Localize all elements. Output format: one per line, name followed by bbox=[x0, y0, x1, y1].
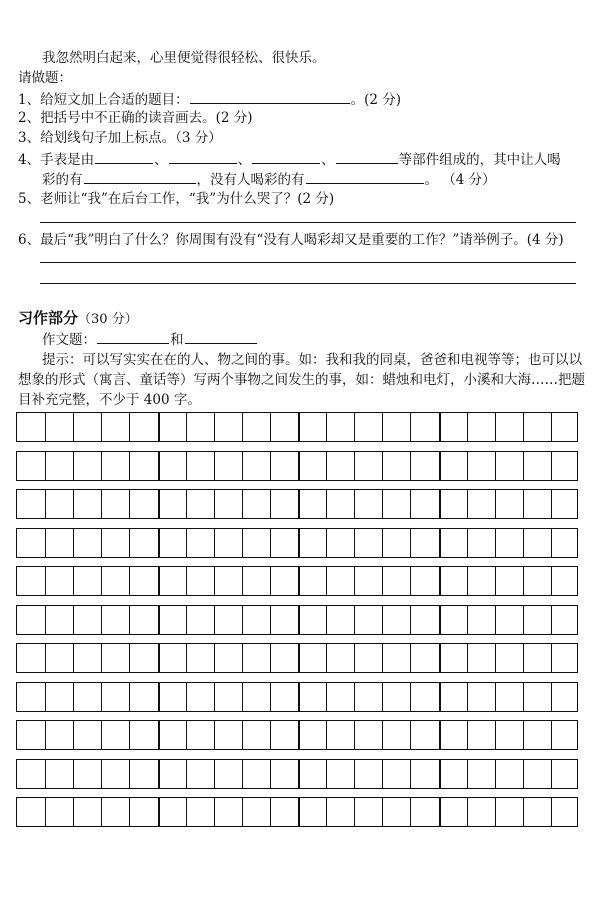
grid-cell-divider bbox=[326, 529, 327, 557]
grid-cell-divider bbox=[439, 721, 441, 749]
grid-cell-divider bbox=[523, 529, 524, 557]
grid-cell-divider bbox=[551, 683, 552, 711]
grid-cell-divider bbox=[467, 798, 468, 826]
grid-cell-divider bbox=[73, 760, 74, 788]
grid-cell-divider bbox=[242, 529, 243, 557]
passage-last-sentence: 我忽然明白起来，心里便觉得很轻松、很快乐。 bbox=[42, 50, 326, 66]
question-4-mid: 等部件组成的，其中让人喝 bbox=[398, 152, 561, 168]
grid-cell-divider bbox=[270, 683, 271, 711]
grid-cell-divider bbox=[354, 529, 355, 557]
grid-row[interactable] bbox=[16, 797, 578, 827]
grid-cell-divider bbox=[298, 529, 300, 557]
grid-cell-divider bbox=[551, 798, 552, 826]
grid-cell-divider bbox=[45, 683, 46, 711]
composition-title: 习作部分 bbox=[18, 309, 79, 327]
grid-cell-divider bbox=[270, 644, 271, 672]
grid-cell-divider bbox=[129, 452, 130, 480]
grid-cell-divider bbox=[523, 760, 524, 788]
grid-cell-divider bbox=[439, 452, 441, 480]
grid-cell-divider bbox=[439, 490, 441, 518]
grid-cell-divider bbox=[186, 452, 187, 480]
grid-cell-divider bbox=[298, 683, 300, 711]
grid-cell-divider bbox=[382, 529, 383, 557]
uncheered-parts-blank[interactable] bbox=[306, 169, 424, 184]
grid-cell-divider bbox=[382, 721, 383, 749]
grid-cell-divider bbox=[495, 683, 496, 711]
grid-cell-divider bbox=[495, 413, 496, 441]
grid-cell-divider bbox=[410, 644, 411, 672]
grid-cell-divider bbox=[45, 644, 46, 672]
grid-cell-divider bbox=[382, 683, 383, 711]
grid-cell-divider bbox=[242, 567, 243, 595]
grid-cell-divider bbox=[495, 490, 496, 518]
grid-cell-divider bbox=[326, 452, 327, 480]
grid-row[interactable] bbox=[16, 528, 578, 558]
grid-cell-divider bbox=[242, 644, 243, 672]
grid-cell-divider bbox=[298, 798, 300, 826]
grid-cell-divider bbox=[523, 490, 524, 518]
grid-cell-divider bbox=[214, 760, 215, 788]
grid-cell-divider bbox=[439, 644, 441, 672]
grid-cell-divider bbox=[382, 452, 383, 480]
grid-cell-divider bbox=[158, 760, 160, 788]
grid-cell-divider bbox=[382, 490, 383, 518]
grid-cell-divider bbox=[129, 529, 130, 557]
grid-cell-divider bbox=[73, 683, 74, 711]
part-blank-1[interactable] bbox=[95, 149, 153, 164]
grid-cell-divider bbox=[270, 490, 271, 518]
grid-cell-divider bbox=[410, 529, 411, 557]
grid-cell-divider bbox=[523, 567, 524, 595]
grid-cell-divider bbox=[354, 721, 355, 749]
grid-cell-divider bbox=[186, 760, 187, 788]
grid-cell-divider bbox=[495, 452, 496, 480]
questions-header: 请做题： bbox=[18, 70, 72, 86]
question-3: 3、给划线句子加上标点。（3 分） bbox=[18, 130, 222, 146]
grid-cell-divider bbox=[129, 644, 130, 672]
grid-cell-divider bbox=[158, 683, 160, 711]
grid-cell-divider bbox=[73, 452, 74, 480]
grid-cell-divider bbox=[129, 683, 130, 711]
grid-cell-divider bbox=[101, 644, 102, 672]
part-blank-2[interactable] bbox=[169, 149, 237, 164]
grid-cell-divider bbox=[354, 452, 355, 480]
grid-cell-divider bbox=[298, 567, 300, 595]
grid-cell-divider bbox=[186, 490, 187, 518]
grid-cell-divider bbox=[495, 798, 496, 826]
grid-cell-divider bbox=[158, 644, 160, 672]
grid-cell-divider bbox=[73, 606, 74, 634]
grid-cell-divider bbox=[101, 567, 102, 595]
grid-cell-divider bbox=[45, 760, 46, 788]
question-4-head: 4、手表是由 bbox=[18, 152, 95, 168]
grid-cell-divider bbox=[298, 760, 300, 788]
grid-cell-divider bbox=[242, 798, 243, 826]
answer-line[interactable] bbox=[40, 283, 576, 284]
grid-cell-divider bbox=[186, 721, 187, 749]
grid-cell-divider bbox=[158, 798, 160, 826]
grid-cell-divider bbox=[354, 606, 355, 634]
grid-cell-divider bbox=[158, 452, 160, 480]
grid-cell-divider bbox=[410, 606, 411, 634]
grid-cell-divider bbox=[495, 644, 496, 672]
grid-cell-divider bbox=[101, 606, 102, 634]
grid-cell-divider bbox=[242, 606, 243, 634]
question-4-line2-b: ，没有人喝彩的有 bbox=[196, 172, 305, 188]
grid-cell-divider bbox=[410, 490, 411, 518]
question-5: 5、老师让“我”在后台工作，“我”为什么哭了？(2 分) bbox=[18, 191, 335, 207]
separator: 、 bbox=[321, 152, 335, 168]
topic-and: 和 bbox=[170, 332, 184, 348]
grid-cell-divider bbox=[326, 567, 327, 595]
grid-cell-divider bbox=[495, 529, 496, 557]
grid-cell-divider bbox=[551, 452, 552, 480]
grid-cell-divider bbox=[551, 606, 552, 634]
grid-cell-divider bbox=[73, 529, 74, 557]
grid-cell-divider bbox=[298, 490, 300, 518]
grid-cell-divider bbox=[523, 721, 524, 749]
topic-blank-1[interactable] bbox=[97, 329, 169, 344]
grid-cell-divider bbox=[467, 683, 468, 711]
grid-cell-divider bbox=[186, 606, 187, 634]
grid-cell-divider bbox=[354, 683, 355, 711]
grid-cell-divider bbox=[101, 413, 102, 441]
grid-cell-divider bbox=[551, 413, 552, 441]
grid-cell-divider bbox=[101, 452, 102, 480]
grid-cell-divider bbox=[101, 760, 102, 788]
grid-cell-divider bbox=[158, 606, 160, 634]
grid-cell-divider bbox=[158, 567, 160, 595]
grid-cell-divider bbox=[129, 798, 130, 826]
grid-cell-divider bbox=[214, 798, 215, 826]
grid-cell-divider bbox=[382, 760, 383, 788]
separator: 、 bbox=[237, 152, 252, 168]
grid-cell-divider bbox=[410, 413, 411, 441]
grid-cell-divider bbox=[45, 452, 46, 480]
grid-row[interactable] bbox=[16, 720, 578, 750]
question-4-line-2 bbox=[42, 169, 496, 190]
part-blank-3[interactable] bbox=[252, 149, 320, 164]
grid-cell-divider bbox=[467, 490, 468, 518]
grid-cell-divider bbox=[129, 490, 130, 518]
grid-cell-divider bbox=[214, 452, 215, 480]
grid-cell-divider bbox=[382, 567, 383, 595]
grid-cell-divider bbox=[45, 413, 46, 441]
grid-cell-divider bbox=[129, 606, 130, 634]
grid-cell-divider bbox=[410, 683, 411, 711]
grid-cell-divider bbox=[214, 413, 215, 441]
grid-cell-divider bbox=[270, 413, 271, 441]
question-4-line2-a: 彩的有 bbox=[42, 172, 83, 188]
grid-cell-divider bbox=[523, 606, 524, 634]
answer-line[interactable] bbox=[40, 222, 576, 223]
grid-cell-divider bbox=[73, 644, 74, 672]
grid-cell-divider bbox=[242, 413, 243, 441]
grid-cell-divider bbox=[382, 606, 383, 634]
grid-cell-divider bbox=[551, 529, 552, 557]
grid-cell-divider bbox=[214, 644, 215, 672]
grid-cell-divider bbox=[551, 721, 552, 749]
hint-line-1: 提示：可以写实实在在的人、物之间的事。如：我和我的同桌，爸爸和电视等等；也可以以 bbox=[42, 352, 582, 368]
grid-cell-divider bbox=[270, 606, 271, 634]
grid-cell-divider bbox=[439, 413, 441, 441]
grid-cell-divider bbox=[242, 490, 243, 518]
grid-cell-divider bbox=[270, 721, 271, 749]
grid-cell-divider bbox=[382, 798, 383, 826]
grid-cell-divider bbox=[410, 721, 411, 749]
grid-cell-divider bbox=[410, 567, 411, 595]
cheered-parts-blank[interactable] bbox=[84, 169, 196, 184]
grid-cell-divider bbox=[242, 760, 243, 788]
grid-cell-divider bbox=[270, 760, 271, 788]
grid-cell-divider bbox=[495, 721, 496, 749]
grid-cell-divider bbox=[73, 413, 74, 441]
grid-cell-divider bbox=[101, 683, 102, 711]
grid-cell-divider bbox=[523, 683, 524, 711]
grid-cell-divider bbox=[467, 760, 468, 788]
grid-cell-divider bbox=[467, 529, 468, 557]
grid-cell-divider bbox=[382, 644, 383, 672]
grid-cell-divider bbox=[45, 529, 46, 557]
composition-heading bbox=[18, 308, 138, 330]
grid-cell-divider bbox=[186, 567, 187, 595]
grid-cell-divider bbox=[186, 683, 187, 711]
grid-cell-divider bbox=[326, 413, 327, 441]
grid-cell-divider bbox=[326, 798, 327, 826]
grid-cell-divider bbox=[298, 644, 300, 672]
grid-cell-divider bbox=[326, 606, 327, 634]
grid-cell-divider bbox=[73, 798, 74, 826]
grid-cell-divider bbox=[551, 760, 552, 788]
grid-row[interactable] bbox=[16, 489, 578, 519]
grid-cell-divider bbox=[45, 721, 46, 749]
grid-cell-divider bbox=[242, 721, 243, 749]
grid-cell-divider bbox=[186, 798, 187, 826]
topic-label: 作文题： bbox=[42, 332, 96, 348]
hint-line-2: 想象的形式（寓言、童话等）写两个事物之间发生的事，如：蜡烛和电灯，小溪和大海……把题 bbox=[18, 372, 585, 388]
grid-cell-divider bbox=[45, 798, 46, 826]
grid-cell-divider bbox=[101, 798, 102, 826]
grid-cell-divider bbox=[523, 413, 524, 441]
grid-row[interactable] bbox=[16, 682, 578, 712]
grid-row[interactable] bbox=[16, 759, 578, 789]
grid-cell-divider bbox=[551, 490, 552, 518]
grid-cell-divider bbox=[439, 760, 441, 788]
grid-cell-divider bbox=[354, 798, 355, 826]
grid-cell-divider bbox=[73, 567, 74, 595]
grid-cell-divider bbox=[439, 798, 441, 826]
composition-topic bbox=[42, 329, 258, 350]
question-4-line-1 bbox=[18, 149, 561, 170]
title-answer-blank[interactable] bbox=[190, 89, 350, 104]
grid-cell-divider bbox=[270, 529, 271, 557]
grid-cell-divider bbox=[354, 567, 355, 595]
grid-cell-divider bbox=[101, 529, 102, 557]
grid-cell-divider bbox=[523, 798, 524, 826]
grid-cell-divider bbox=[242, 452, 243, 480]
grid-cell-divider bbox=[326, 644, 327, 672]
grid-cell-divider bbox=[467, 606, 468, 634]
grid-cell-divider bbox=[158, 413, 160, 441]
grid-cell-divider bbox=[382, 413, 383, 441]
grid-cell-divider bbox=[101, 490, 102, 518]
grid-cell-divider bbox=[495, 606, 496, 634]
grid-cell-divider bbox=[129, 413, 130, 441]
grid-cell-divider bbox=[354, 644, 355, 672]
grid-row[interactable] bbox=[16, 451, 578, 481]
grid-cell-divider bbox=[270, 567, 271, 595]
grid-cell-divider bbox=[354, 490, 355, 518]
grid-cell-divider bbox=[129, 721, 130, 749]
grid-cell-divider bbox=[129, 760, 130, 788]
grid-row[interactable] bbox=[16, 412, 578, 442]
grid-cell-divider bbox=[467, 721, 468, 749]
grid-cell-divider bbox=[186, 413, 187, 441]
grid-cell-divider bbox=[242, 683, 243, 711]
grid-cell-divider bbox=[158, 490, 160, 518]
grid-cell-divider bbox=[101, 721, 102, 749]
grid-cell-divider bbox=[495, 567, 496, 595]
grid-cell-divider bbox=[467, 452, 468, 480]
question-4-line2-c: 。 （4 分） bbox=[424, 172, 496, 188]
grid-cell-divider bbox=[298, 721, 300, 749]
grid-cell-divider bbox=[186, 529, 187, 557]
grid-cell-divider bbox=[45, 490, 46, 518]
grid-cell-divider bbox=[298, 413, 300, 441]
grid-cell-divider bbox=[73, 721, 74, 749]
grid-cell-divider bbox=[129, 567, 130, 595]
grid-cell-divider bbox=[326, 490, 327, 518]
grid-cell-divider bbox=[523, 452, 524, 480]
grid-cell-divider bbox=[439, 683, 441, 711]
grid-cell-divider bbox=[551, 567, 552, 595]
grid-cell-divider bbox=[214, 529, 215, 557]
grid-cell-divider bbox=[410, 798, 411, 826]
grid-cell-divider bbox=[45, 567, 46, 595]
grid-cell-divider bbox=[439, 567, 441, 595]
grid-cell-divider bbox=[158, 529, 160, 557]
grid-cell-divider bbox=[298, 452, 300, 480]
grid-row[interactable] bbox=[16, 605, 578, 635]
grid-cell-divider bbox=[214, 683, 215, 711]
grid-cell-divider bbox=[270, 452, 271, 480]
grid-cell-divider bbox=[439, 529, 441, 557]
grid-cell-divider bbox=[467, 644, 468, 672]
grid-cell-divider bbox=[214, 606, 215, 634]
topic-blank-2[interactable] bbox=[185, 329, 257, 344]
grid-cell-divider bbox=[186, 644, 187, 672]
composition-score: （30 分） bbox=[78, 312, 138, 327]
grid-cell-divider bbox=[410, 760, 411, 788]
grid-cell-divider bbox=[495, 760, 496, 788]
grid-cell-divider bbox=[326, 683, 327, 711]
grid-cell-divider bbox=[326, 760, 327, 788]
grid-cell-divider bbox=[214, 721, 215, 749]
grid-cell-divider bbox=[45, 606, 46, 634]
question-1-text: 1、给短文加上合适的题目： bbox=[18, 92, 189, 108]
grid-cell-divider bbox=[410, 452, 411, 480]
grid-cell-divider bbox=[73, 490, 74, 518]
grid-cell-divider bbox=[551, 644, 552, 672]
grid-row[interactable] bbox=[16, 643, 578, 673]
answer-line[interactable] bbox=[40, 262, 576, 263]
grid-cell-divider bbox=[523, 644, 524, 672]
grid-cell-divider bbox=[467, 567, 468, 595]
grid-cell-divider bbox=[158, 721, 160, 749]
separator: 、 bbox=[154, 152, 168, 168]
grid-cell-divider bbox=[214, 490, 215, 518]
question-6: 6、最后“我”明白了什么？你周围有没有“没有人喝彩却又是重要的工作？”请举例子。(4 分) bbox=[18, 232, 564, 248]
grid-cell-divider bbox=[214, 567, 215, 595]
hint-line-3: 目补充完整，不少于 400 字。 bbox=[18, 392, 201, 408]
grid-cell-divider bbox=[354, 760, 355, 788]
question-1 bbox=[18, 89, 401, 110]
question-2: 2、把括号中不正确的读音画去。(2 分) bbox=[18, 110, 253, 126]
grid-cell-divider bbox=[439, 606, 441, 634]
grid-row[interactable] bbox=[16, 566, 578, 596]
grid-cell-divider bbox=[270, 798, 271, 826]
grid-cell-divider bbox=[298, 606, 300, 634]
question-1-tail: 。(2 分) bbox=[350, 92, 402, 108]
part-blank-4[interactable] bbox=[336, 149, 398, 164]
grid-cell-divider bbox=[326, 721, 327, 749]
grid-cell-divider bbox=[467, 413, 468, 441]
grid-cell-divider bbox=[354, 413, 355, 441]
